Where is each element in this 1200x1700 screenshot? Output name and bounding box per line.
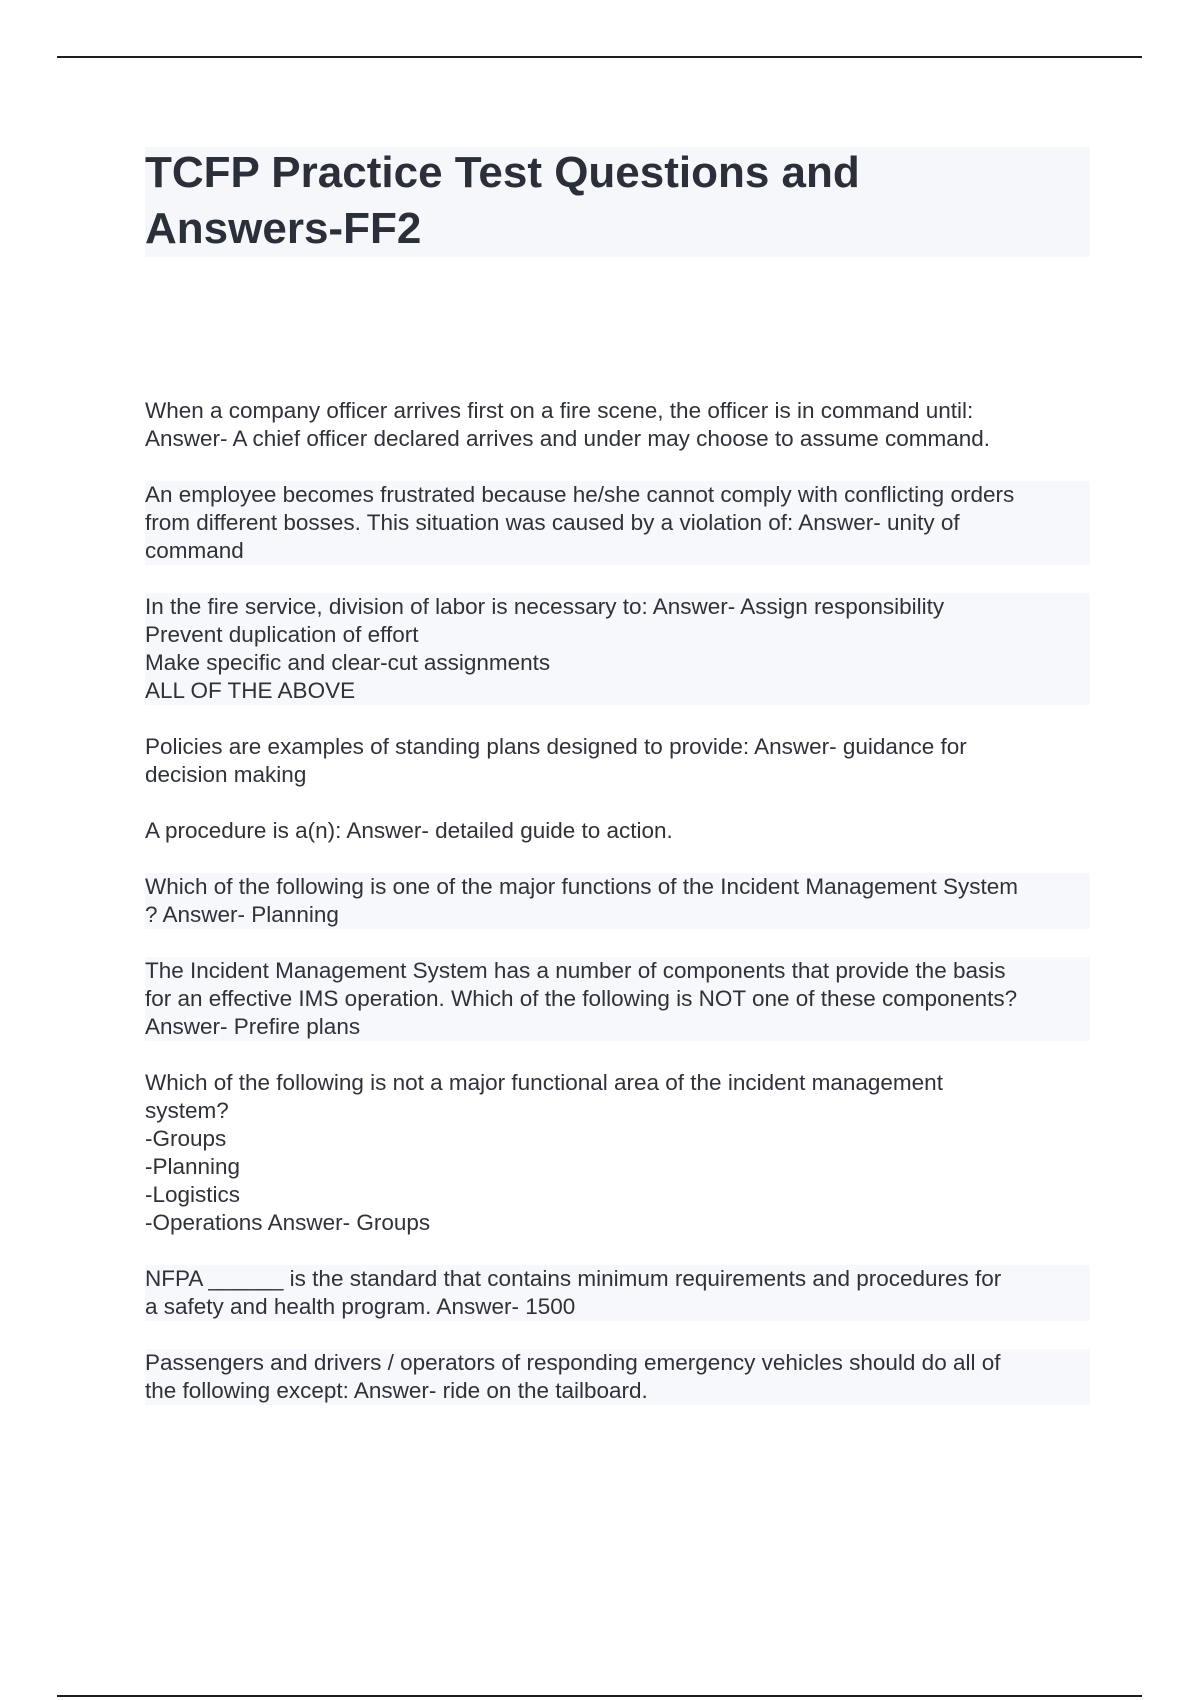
qa-line: The Incident Management System has a number of components that provide the basis [145,957,1090,985]
qa-line: In the fire service, division of labor is necessary to: Answer- Assign responsibility [145,593,1090,621]
qa-line: Policies are examples of standing plans designed to provide: Answer- guidance for [145,734,967,759]
qa-line: the following except: Answer- ride on the tailboard. [145,1377,1090,1405]
qa-line: Which of the following is not a major functional area of the incident management [145,1070,943,1095]
qa-item [145,957,1095,1041]
qa-line: a safety and health program. Answer- 1500 [145,1293,1090,1321]
qa-line: -Operations Answer- Groups [145,1210,431,1235]
footer-rule [57,1695,1142,1697]
title-line: TCFP Practice Test Questions and [145,148,860,197]
qa-line: Passengers and drivers / operators of responding emergency vehicles should do all of [145,1349,1090,1377]
qa-item [145,481,1095,565]
qa-line: ? Answer- Planning [145,901,1090,929]
qa-item [145,817,1095,845]
title-line: Answers-FF2 [145,204,422,253]
qa-list [145,397,1095,1433]
qa-line: -Logistics [145,1182,241,1207]
qa-item [145,733,1095,789]
qa-line: Answer- A chief officer declared arrives and under may choose to assume command. [145,426,991,451]
qa-line: system? [145,1098,229,1123]
qa-line: A procedure is a(n): Answer- detailed guide to action. [145,818,673,843]
qa-line: from different bosses. This situation was caused by a violation of: Answer- unity of [145,509,1090,537]
qa-item [145,1265,1095,1321]
title-block [145,147,1090,257]
qa-line: decision making [145,762,307,787]
qa-line: When a company officer arrives first on a fire scene, the officer is in command until: [145,398,974,423]
qa-line: command [145,537,1090,565]
qa-item [145,1069,1095,1237]
qa-item [145,397,1095,453]
qa-line: Make specific and clear-cut assignments [145,649,1090,677]
page-title [145,145,1090,257]
qa-line: Which of the following is one of the major functions of the Incident Management System [145,873,1090,901]
qa-line: Prevent duplication of effort [145,621,1090,649]
qa-line: -Groups [145,1126,227,1151]
qa-line: for an effective IMS operation. Which of the following is NOT one of these components? [145,985,1090,1013]
header-rule [57,56,1142,58]
qa-item [145,873,1095,929]
qa-line: -Planning [145,1154,241,1179]
qa-line: Answer- Prefire plans [145,1013,1090,1041]
qa-line: ALL OF THE ABOVE [145,677,1090,705]
qa-item [145,593,1095,705]
qa-item [145,1349,1095,1405]
qa-line: NFPA ______ is the standard that contains minimum requirements and procedures for [145,1265,1090,1293]
qa-line: An employee becomes frustrated because he/she cannot comply with conflicting orders [145,481,1090,509]
